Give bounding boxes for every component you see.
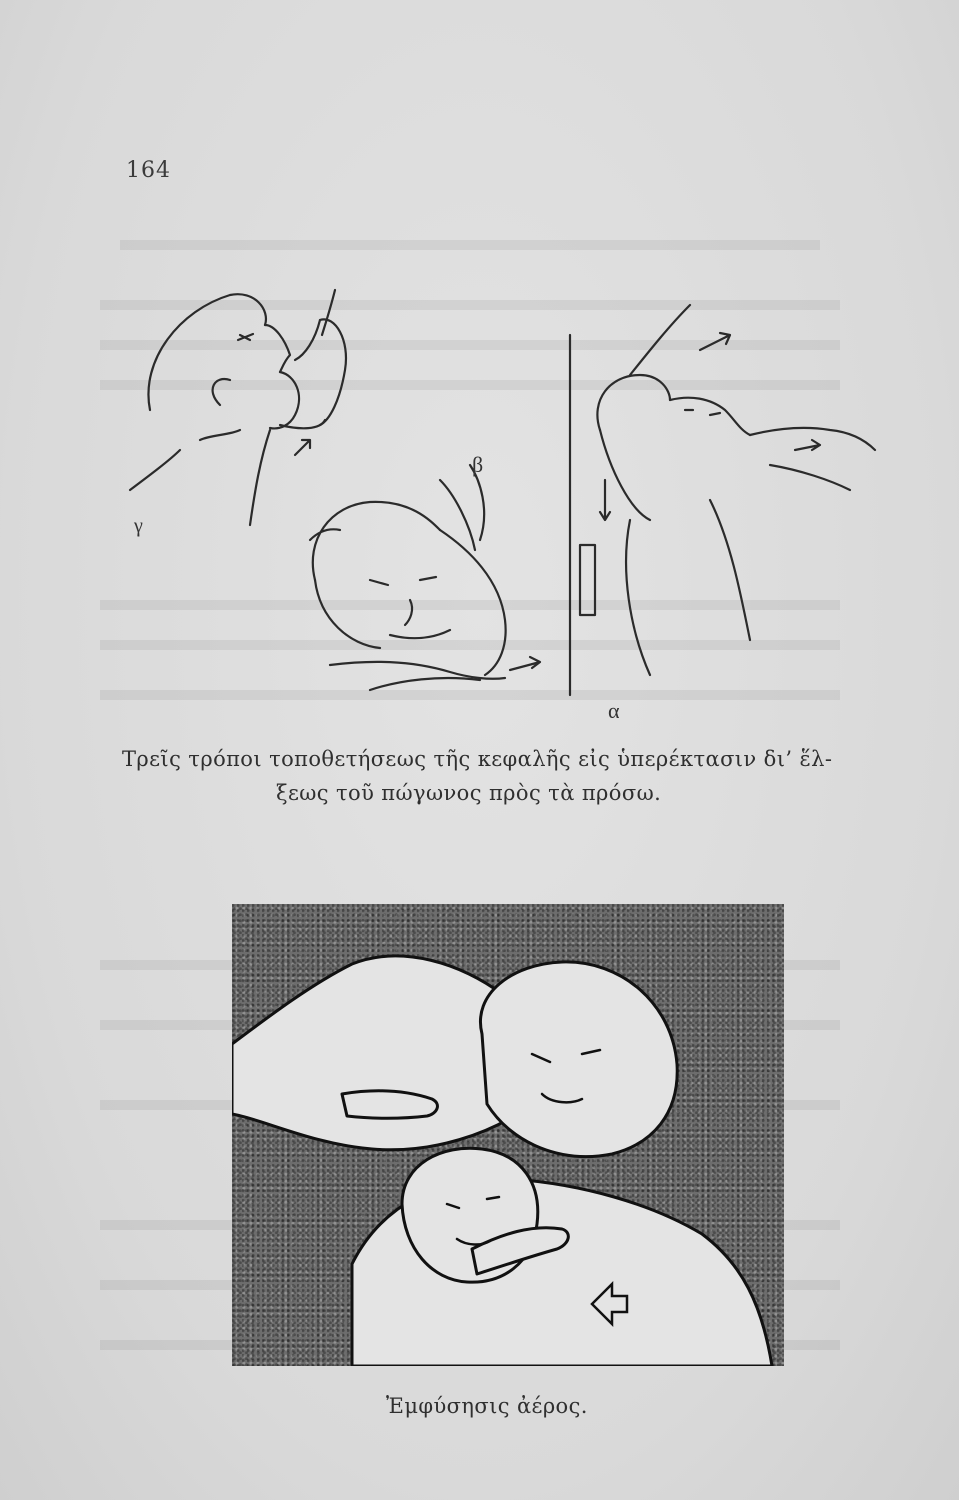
panel-middle-drawing bbox=[310, 465, 540, 690]
head-positioning-illustration bbox=[110, 280, 890, 720]
figure-label-gamma: γ bbox=[134, 515, 143, 537]
page-number: 164 bbox=[126, 158, 171, 183]
figure-label-alpha: α bbox=[608, 698, 620, 720]
panel-left-drawing bbox=[130, 290, 346, 525]
figure-label-beta: β bbox=[472, 452, 484, 477]
figure1-caption-line1: Τρεῖς τρόποι τοποθετήσεως τῆς κεφαλῆς εἰς ὑπερέκτασιν δι’ ἕλ- bbox=[122, 747, 833, 771]
figure2-caption: Ἐμφύσησις ἀέρος. bbox=[386, 1394, 588, 1418]
air-insufflation-photo bbox=[232, 904, 784, 1366]
figure1-caption bbox=[100, 742, 880, 810]
figure1-caption-line2: ξεως τοῦ πώγωνος πρὸς τὰ πρόσω. bbox=[276, 781, 662, 805]
panel-right-drawing bbox=[570, 305, 875, 695]
